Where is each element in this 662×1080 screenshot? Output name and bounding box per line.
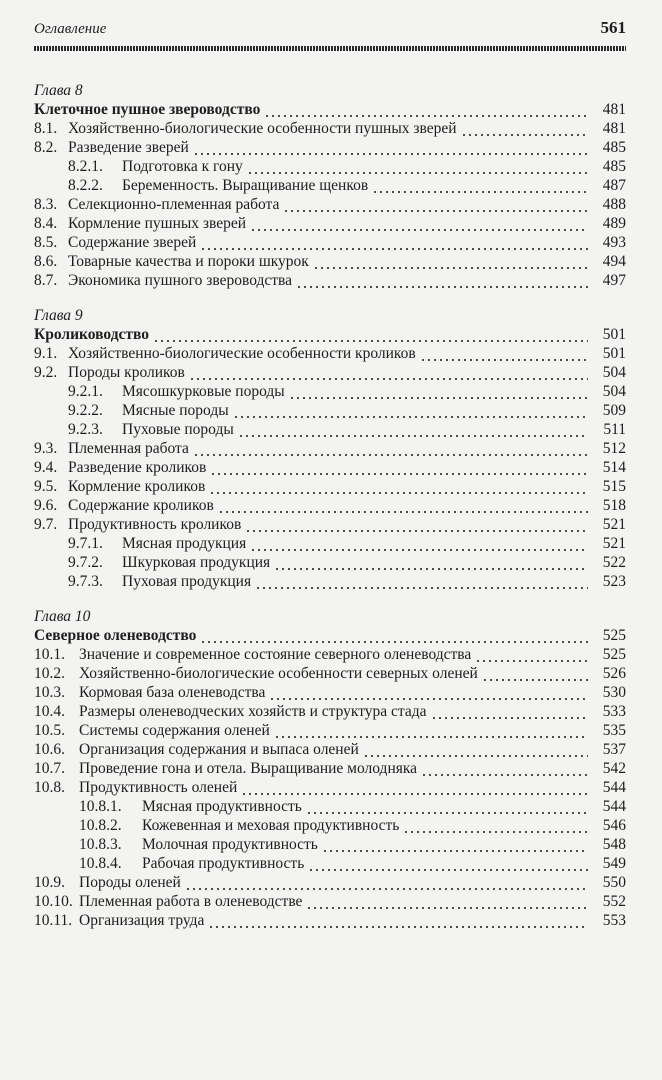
entry-title: Экономика пушного звероводства bbox=[68, 272, 293, 289]
entry-title: Хозяйственно-биологические особенности северных оленей bbox=[79, 665, 478, 682]
entry-number: 10.4. bbox=[34, 703, 65, 720]
dot-leader bbox=[274, 553, 588, 572]
entry-title: Разведение кроликов bbox=[68, 459, 207, 476]
entry-page-number: 521 bbox=[602, 535, 626, 552]
entry-number: 8.2.1. bbox=[68, 158, 103, 175]
entry-page-number: 488 bbox=[602, 196, 626, 213]
toc-entry bbox=[34, 477, 626, 496]
dot-leader bbox=[420, 344, 588, 363]
toc-entry bbox=[34, 911, 626, 930]
entry-page-number: 526 bbox=[602, 665, 626, 682]
entry-page-number: 494 bbox=[602, 253, 626, 270]
entry-body bbox=[79, 683, 592, 702]
toc-entry bbox=[34, 119, 626, 138]
entry-number: 10.8. bbox=[34, 779, 65, 796]
entry-body bbox=[68, 138, 592, 157]
entry-body bbox=[34, 325, 592, 344]
dot-leader bbox=[200, 233, 588, 252]
entry-page-number: 504 bbox=[602, 364, 626, 381]
toc-entry bbox=[34, 420, 626, 439]
dot-leader bbox=[482, 664, 588, 683]
entry-number: 10.5. bbox=[34, 722, 65, 739]
dot-leader bbox=[208, 911, 588, 930]
entry-page-number: 542 bbox=[602, 760, 626, 777]
entry-title: Продуктивность кроликов bbox=[68, 516, 242, 533]
entry-page-number: 512 bbox=[602, 440, 626, 457]
dot-leader bbox=[313, 252, 588, 271]
dot-leader bbox=[264, 100, 588, 119]
entry-title: Кожевенная и меховая продуктивность bbox=[142, 817, 400, 834]
toc-entry bbox=[34, 816, 626, 835]
entry-number: 9.3. bbox=[34, 440, 58, 457]
dot-leader bbox=[153, 325, 588, 344]
toc-entry bbox=[34, 458, 626, 477]
entry-title: Беременность. Выращивание щенков bbox=[122, 177, 369, 194]
entry-number: 10.2. bbox=[34, 665, 65, 682]
entry-title: Подготовка к гону bbox=[122, 158, 243, 175]
entry-title: Товарные качества и пороки шкурок bbox=[68, 253, 309, 270]
entry-number: 10.11. bbox=[34, 912, 73, 929]
toc-entry bbox=[34, 439, 626, 458]
toc-entry bbox=[34, 496, 626, 515]
page-number: 561 bbox=[600, 18, 626, 37]
entry-page-number: 530 bbox=[602, 684, 626, 701]
toc-entry bbox=[34, 271, 626, 290]
entry-page-number: 514 bbox=[602, 459, 626, 476]
entry-page-number: 518 bbox=[602, 497, 626, 514]
entry-number: 9.7. bbox=[34, 516, 58, 533]
entry-page-number: 515 bbox=[602, 478, 626, 495]
entry-body bbox=[68, 233, 592, 252]
entry-body bbox=[122, 157, 592, 176]
entry-page-number: 525 bbox=[602, 646, 626, 663]
entry-number: 10.8.1. bbox=[79, 798, 122, 815]
entry-body bbox=[68, 458, 592, 477]
toc-entry bbox=[34, 233, 626, 252]
entry-body bbox=[68, 496, 592, 515]
entry-number: 9.7.1. bbox=[68, 535, 103, 552]
toc-entry bbox=[34, 797, 626, 816]
entry-body bbox=[122, 382, 592, 401]
toc-entry bbox=[34, 873, 626, 892]
entry-number: 10.9. bbox=[34, 874, 65, 891]
entry-title: Системы содержания оленей bbox=[79, 722, 270, 739]
running-title: Оглавление bbox=[34, 21, 107, 37]
running-head bbox=[34, 18, 626, 42]
entry-page-number: 537 bbox=[602, 741, 626, 758]
dot-leader bbox=[475, 645, 588, 664]
dot-leader bbox=[250, 214, 588, 233]
entry-number: 9.2.3. bbox=[68, 421, 103, 438]
entry-body bbox=[68, 439, 592, 458]
dot-leader bbox=[421, 759, 588, 778]
entry-number: 10.6. bbox=[34, 741, 65, 758]
entry-number: 8.7. bbox=[34, 272, 58, 289]
dot-leader bbox=[200, 626, 588, 645]
entry-page-number: 489 bbox=[602, 215, 626, 232]
entry-title: Кормовая база оленеводства bbox=[79, 684, 266, 701]
dot-leader bbox=[218, 496, 588, 515]
entry-page-number: 546 bbox=[602, 817, 626, 834]
toc-entry bbox=[34, 702, 626, 721]
dot-leader bbox=[193, 138, 588, 157]
dot-leader bbox=[210, 458, 588, 477]
chapter-title-entry bbox=[34, 626, 626, 645]
dot-leader bbox=[238, 420, 588, 439]
dot-leader bbox=[431, 702, 588, 721]
entry-number: 8.4. bbox=[34, 215, 58, 232]
entry-body bbox=[122, 553, 592, 572]
entry-page-number: 533 bbox=[602, 703, 626, 720]
entry-body bbox=[79, 740, 592, 759]
dot-leader bbox=[241, 778, 588, 797]
dot-leader bbox=[308, 854, 588, 873]
table-of-contents bbox=[34, 81, 626, 930]
entry-page-number: 487 bbox=[602, 177, 626, 194]
chapter-label: Глава 8 bbox=[34, 82, 83, 99]
entry-body bbox=[142, 854, 592, 873]
entry-body bbox=[79, 759, 592, 778]
entry-body bbox=[68, 271, 592, 290]
entry-page-number: 544 bbox=[602, 779, 626, 796]
entry-page-number: 509 bbox=[602, 402, 626, 419]
entry-page-number: 552 bbox=[602, 893, 626, 910]
entry-number: 9.2. bbox=[34, 364, 58, 381]
toc-entry bbox=[34, 401, 626, 420]
entry-page-number: 535 bbox=[602, 722, 626, 739]
entry-page-number: 481 bbox=[602, 120, 626, 137]
entry-body bbox=[79, 778, 592, 797]
entry-number: 9.7.3. bbox=[68, 573, 103, 590]
toc-entry bbox=[34, 664, 626, 683]
entry-title: Породы кроликов bbox=[68, 364, 185, 381]
entry-body bbox=[142, 835, 592, 854]
dot-leader bbox=[461, 119, 588, 138]
dot-leader bbox=[247, 157, 588, 176]
entry-body bbox=[68, 252, 592, 271]
entry-page-number: 481 bbox=[602, 101, 626, 118]
toc-entry bbox=[34, 683, 626, 702]
dot-leader bbox=[250, 534, 588, 553]
dot-leader bbox=[363, 740, 588, 759]
entry-body bbox=[142, 797, 592, 816]
dot-leader bbox=[283, 195, 588, 214]
toc-entry bbox=[34, 138, 626, 157]
entry-title: Проведение гона и отела. Выращивание молодняка bbox=[79, 760, 418, 777]
entry-title: Клеточное пушное звероводство bbox=[34, 101, 261, 118]
entry-body bbox=[79, 721, 592, 740]
toc-entry bbox=[34, 645, 626, 664]
entry-number: 10.3. bbox=[34, 684, 65, 701]
entry-number: 8.1. bbox=[34, 120, 58, 137]
dot-leader bbox=[296, 271, 588, 290]
entry-page-number: 504 bbox=[602, 383, 626, 400]
dot-leader bbox=[372, 176, 588, 195]
entry-body bbox=[79, 873, 592, 892]
dot-leader bbox=[233, 401, 588, 420]
entry-page-number: 523 bbox=[602, 573, 626, 590]
entry-body bbox=[122, 176, 592, 195]
entry-number: 9.4. bbox=[34, 459, 58, 476]
entry-number: 8.5. bbox=[34, 234, 58, 251]
entry-title: Шкурковая продукция bbox=[122, 554, 271, 571]
toc-entry bbox=[34, 195, 626, 214]
entry-body bbox=[68, 344, 592, 363]
entry-number: 10.7. bbox=[34, 760, 65, 777]
entry-body bbox=[122, 572, 592, 591]
entry-number: 9.2.1. bbox=[68, 383, 103, 400]
entry-body bbox=[68, 477, 592, 496]
entry-number: 9.2.2. bbox=[68, 402, 103, 419]
entry-number: 9.6. bbox=[34, 497, 58, 514]
toc-entry bbox=[34, 835, 626, 854]
toc-entry bbox=[34, 515, 626, 534]
toc-entry bbox=[34, 252, 626, 271]
entry-title: Рабочая продуктивность bbox=[142, 855, 305, 872]
entry-body bbox=[34, 626, 592, 645]
entry-title: Породы оленей bbox=[79, 874, 181, 891]
entry-number: 8.2.2. bbox=[68, 177, 103, 194]
toc-entry bbox=[34, 344, 626, 363]
entry-number: 8.3. bbox=[34, 196, 58, 213]
dot-leader bbox=[322, 835, 588, 854]
entry-page-number: 501 bbox=[602, 345, 626, 362]
entry-number: 8.2. bbox=[34, 139, 58, 156]
entry-title: Мясная продукция bbox=[122, 535, 247, 552]
entry-body bbox=[68, 195, 592, 214]
entry-page-number: 522 bbox=[602, 554, 626, 571]
entry-page-number: 485 bbox=[602, 158, 626, 175]
entry-page-number: 493 bbox=[602, 234, 626, 251]
entry-body bbox=[79, 664, 592, 683]
entry-body bbox=[122, 420, 592, 439]
chapter-label: Глава 10 bbox=[34, 608, 91, 625]
entry-page-number: 497 bbox=[602, 272, 626, 289]
entry-title: Хозяйственно-биологические особенности кроликов bbox=[68, 345, 416, 362]
entry-title: Хозяйственно-биологические особенности пушных зверей bbox=[68, 120, 457, 137]
entry-title: Организация содержания и выпаса оленей bbox=[79, 741, 359, 758]
entry-title: Пуховая продукция bbox=[122, 573, 252, 590]
dot-leader bbox=[245, 515, 588, 534]
entry-title: Племенная работа bbox=[68, 440, 189, 457]
dot-leader bbox=[185, 873, 588, 892]
entry-title: Кролиководство bbox=[34, 326, 150, 343]
entry-title: Мясные породы bbox=[122, 402, 229, 419]
entry-title: Разведение зверей bbox=[68, 139, 189, 156]
entry-page-number: 521 bbox=[602, 516, 626, 533]
entry-page-number: 550 bbox=[602, 874, 626, 891]
chapter-section bbox=[34, 81, 626, 290]
entry-title: Значение и современное состояние северного оленеводства bbox=[79, 646, 472, 663]
toc-entry bbox=[34, 553, 626, 572]
entry-page-number: 501 bbox=[602, 326, 626, 343]
entry-number: 9.7.2. bbox=[68, 554, 103, 571]
entry-title: Пуховые породы bbox=[122, 421, 234, 438]
entry-title: Северное оленеводство bbox=[34, 627, 197, 644]
entry-body bbox=[68, 119, 592, 138]
entry-body bbox=[122, 534, 592, 553]
dot-leader bbox=[193, 439, 588, 458]
dot-leader bbox=[306, 892, 588, 911]
entry-title: Продуктивность оленей bbox=[79, 779, 238, 796]
entry-number: 10.8.2. bbox=[79, 817, 122, 834]
entry-body bbox=[79, 892, 592, 911]
chapter-label: Глава 9 bbox=[34, 307, 83, 324]
dot-leader bbox=[274, 721, 588, 740]
toc-entry bbox=[34, 721, 626, 740]
entry-title: Кормление кроликов bbox=[68, 478, 206, 495]
entry-title: Содержание кроликов bbox=[68, 497, 214, 514]
dot-leader bbox=[269, 683, 588, 702]
entry-page-number: 549 bbox=[602, 855, 626, 872]
entry-title: Размеры оленеводческих хозяйств и структура стада bbox=[79, 703, 427, 720]
header-rule bbox=[34, 46, 626, 51]
entry-number: 10.8.3. bbox=[79, 836, 122, 853]
entry-number: 10.1. bbox=[34, 646, 65, 663]
toc-entry bbox=[34, 176, 626, 195]
entry-page-number: 548 bbox=[602, 836, 626, 853]
entry-page-number: 544 bbox=[602, 798, 626, 815]
entry-body bbox=[79, 702, 592, 721]
toc-entry bbox=[34, 157, 626, 176]
entry-title: Селекционно-племенная работа bbox=[68, 196, 280, 213]
entry-body bbox=[79, 911, 592, 930]
entry-number: 10.8.4. bbox=[79, 855, 122, 872]
toc-entry bbox=[34, 214, 626, 233]
chapter-title-entry bbox=[34, 325, 626, 344]
dot-leader bbox=[255, 572, 588, 591]
entry-body bbox=[68, 214, 592, 233]
entry-body bbox=[122, 401, 592, 420]
dot-leader bbox=[306, 797, 588, 816]
toc-entry bbox=[34, 778, 626, 797]
entry-page-number: 485 bbox=[602, 139, 626, 156]
entry-title: Содержание зверей bbox=[68, 234, 197, 251]
dot-leader bbox=[403, 816, 588, 835]
entry-body bbox=[79, 645, 592, 664]
entry-number: 9.5. bbox=[34, 478, 58, 495]
toc-entry bbox=[34, 534, 626, 553]
entry-number: 10.10. bbox=[34, 893, 73, 910]
entry-number: 9.1. bbox=[34, 345, 58, 362]
dot-leader bbox=[209, 477, 588, 496]
entry-title: Организация труда bbox=[79, 912, 205, 929]
entry-body bbox=[142, 816, 592, 835]
chapter-section bbox=[34, 607, 626, 930]
entry-body bbox=[34, 100, 592, 119]
entry-body bbox=[68, 515, 592, 534]
toc-entry bbox=[34, 854, 626, 873]
chapter-section bbox=[34, 306, 626, 591]
entry-page-number: 511 bbox=[603, 421, 626, 438]
entry-number: 8.6. bbox=[34, 253, 58, 270]
entry-title: Племенная работа в оленеводстве bbox=[79, 893, 303, 910]
entry-page-number: 553 bbox=[602, 912, 626, 929]
toc-entry bbox=[34, 759, 626, 778]
entry-title: Мясошкурковые породы bbox=[122, 383, 285, 400]
toc-entry bbox=[34, 382, 626, 401]
toc-entry bbox=[34, 892, 626, 911]
toc-entry bbox=[34, 363, 626, 382]
dot-leader bbox=[189, 363, 588, 382]
entry-page-number: 525 bbox=[602, 627, 626, 644]
toc-entry bbox=[34, 572, 626, 591]
entry-title: Мясная продуктивность bbox=[142, 798, 302, 815]
dot-leader bbox=[289, 382, 588, 401]
toc-entry bbox=[34, 740, 626, 759]
chapter-title-entry bbox=[34, 100, 626, 119]
entry-title: Кормление пушных зверей bbox=[68, 215, 247, 232]
entry-title: Молочная продуктивность bbox=[142, 836, 318, 853]
entry-body bbox=[68, 363, 592, 382]
